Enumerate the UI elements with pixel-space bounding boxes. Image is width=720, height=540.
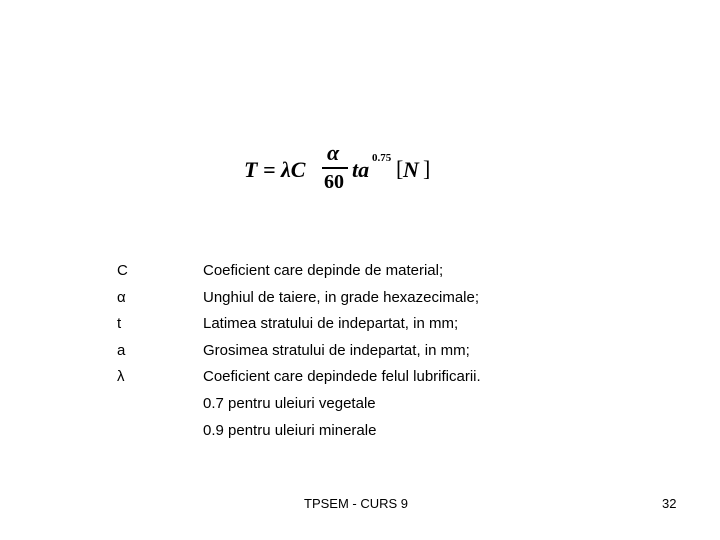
formula bbox=[244, 140, 444, 200]
formula-fraction-bar bbox=[322, 167, 348, 169]
definition-description: Grosimea stratului de indepartat, in mm; bbox=[203, 342, 470, 359]
formula-fraction-numerator: α bbox=[327, 140, 340, 165]
definition-row bbox=[0, 315, 720, 337]
formula-lhs: T = λC bbox=[244, 157, 306, 182]
definition-symbol: λ bbox=[117, 368, 125, 385]
note-row bbox=[0, 395, 720, 417]
formula-open-bracket: [ bbox=[396, 156, 404, 181]
definition-description: Unghiul de taiere, in grade hexazecimale; bbox=[203, 289, 479, 306]
definition-row bbox=[0, 262, 720, 284]
formula-fraction-denominator: 60 bbox=[324, 171, 344, 193]
page-number: 32 bbox=[662, 496, 677, 511]
formula-unit: N bbox=[403, 157, 419, 182]
definition-row bbox=[0, 342, 720, 364]
footer-title: TPSEM - CURS 9 bbox=[304, 496, 409, 511]
note-text: 0.9 pentru uleiuri minerale bbox=[203, 422, 377, 439]
note-text: 0.7 pentru uleiuri vegetale bbox=[203, 395, 376, 412]
definition-symbol: t bbox=[117, 315, 122, 332]
definition-symbol: α bbox=[117, 289, 126, 306]
definition-row bbox=[0, 289, 720, 311]
definition-description: Coeficient care depindede felul lubrificarii. bbox=[203, 368, 481, 385]
formula-ta: ta bbox=[352, 157, 370, 182]
definition-symbol: a bbox=[117, 342, 126, 359]
formula-close-bracket: ] bbox=[423, 156, 431, 181]
definition-description: Latimea stratului de indepartat, in mm; bbox=[203, 315, 459, 332]
formula-exponent: 0.75 bbox=[372, 152, 392, 164]
definition-description: Coeficient care depinde de material; bbox=[203, 262, 444, 279]
definition-symbol: C bbox=[117, 262, 128, 279]
note-row bbox=[0, 422, 720, 444]
definition-row bbox=[0, 368, 720, 390]
